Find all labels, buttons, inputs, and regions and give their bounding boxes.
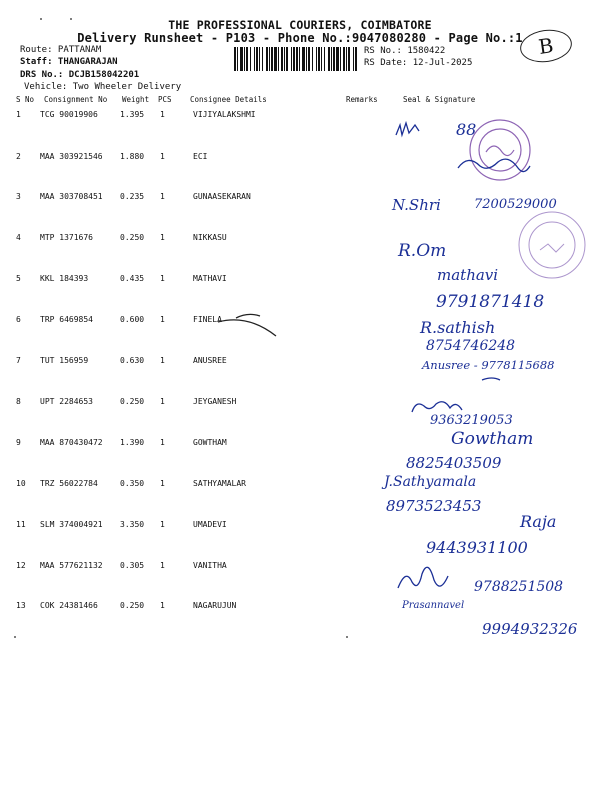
barcode-bar [343,47,345,71]
row-consignment: UPT 2284653 [40,397,93,406]
col-seal-signature: Seal & Signature [403,95,476,104]
row-sno: 1 [16,110,21,119]
row-consignee: GOWTHAM [193,438,227,447]
col-sno: S No [16,95,35,104]
staff-label: Staff: THANGARAJAN [20,57,118,67]
stray-dot [346,636,348,638]
barcode-bar [237,47,238,71]
handwritten-text: 8754746248 [426,338,516,354]
row-consignee: JEYGANESH [193,397,237,406]
col-consignment: Consignment No [44,95,108,104]
handwritten-text: 9791871418 [436,292,545,312]
barcode-bar [256,47,258,71]
drs-number: DRS No.: DCJB158042201 [20,70,140,80]
barcode-bar [266,47,268,71]
handwritten-text: Prasannavel [402,600,465,611]
row-consignee: UMADEVI [193,520,227,529]
row-weight: 0.305 [120,561,145,570]
row-consignment: MAA 303921546 [40,152,103,161]
row-weight: 1.880 [120,152,145,161]
handwritten-text: Anusree - 9778115688 [422,358,555,372]
row-pcs: 1 [160,152,165,161]
barcode-bar [296,47,298,71]
row-sno: 10 [16,479,26,488]
row-sno: 8 [16,397,21,406]
row-consignee: FINELA [193,315,222,324]
barcode-bar [353,47,354,71]
row-consignee: MATHAVI [193,274,227,283]
handwritten-text: Raja [520,512,557,531]
barcode-bar [306,47,307,71]
row-weight: 0.630 [120,356,145,365]
rs-date: RS Date: 12-Jul-2025 [364,58,473,68]
row-consignee: NAGARUJUN [193,601,237,610]
handwritten-text: 8825403509 [406,454,502,472]
barcode-bar [336,47,339,71]
row-consignee: GUNAASEKARAN [193,192,251,201]
row-consignment: MAA 870430472 [40,438,103,447]
col-weight: Weight [122,95,150,104]
route-label: Route: PATTANAM [20,45,102,55]
row-weight: 0.235 [120,192,145,201]
row-weight: 3.350 [120,520,145,529]
barcode-bar [324,47,325,71]
barcode-bar [284,47,285,71]
handwritten-text: R.Om [398,241,447,261]
row-weight: 0.250 [120,233,145,242]
row-pcs: 1 [160,397,165,406]
vehicle-label: Vehicle: Two Wheeler Delivery [24,82,182,92]
barcode-bar [328,47,330,71]
table-row [0,479,600,520]
barcode-bar [271,47,273,71]
handwritten-text: 9788251508 [474,579,564,595]
stray-dot [14,636,16,638]
row-pcs: 1 [160,233,165,242]
row-weight: 0.435 [120,274,145,283]
row-weight: 0.600 [120,315,145,324]
row-consignee: VIJIYALAKSHMI [193,110,256,119]
barcode-bar [355,47,357,71]
barcode-bar [293,47,295,71]
handwritten-text: J.Sathyamala [384,474,477,490]
runsheet-subtitle: Delivery Runsheet - P103 - Phone No.:9047080280 - Page No.:1 [77,31,523,45]
row-sno: 5 [16,274,21,283]
row-weight: 0.350 [120,479,145,488]
barcode-bar [259,47,260,71]
row-consignment: MTP 1371676 [40,233,93,242]
row-consignee: ANUSREE [193,356,227,365]
barcode-bar [278,47,279,71]
barcode-bar [250,47,251,71]
handwritten-text: 9363219053 [430,413,513,428]
barcode-bar [286,47,288,71]
stray-dot [70,18,72,20]
barcode-bar [302,47,305,71]
barcode-bar [281,47,283,71]
barcode-bar [274,47,277,71]
row-weight: 0.250 [120,601,145,610]
row-weight: 1.390 [120,438,145,447]
barcode-bar [291,47,292,71]
row-consignment: SLM 374004921 [40,520,103,529]
barcode-bar [321,47,322,71]
row-pcs: 1 [160,561,165,570]
handwritten-text: mathavi [437,266,499,284]
row-pcs: 1 [160,110,165,119]
row-consignment: MAA 577621132 [40,561,103,570]
barcode-icon [234,47,358,71]
row-weight: 1.395 [120,110,145,119]
row-consignee: SATHYAMALAR [193,479,246,488]
row-sno: 3 [16,192,21,201]
handwritten-text: Gowtham [451,429,534,449]
barcode-bar [299,47,300,71]
col-remarks: Remarks [346,95,378,104]
row-consignee: VANITHA [193,561,227,570]
handwritten-text: 88 [456,120,477,139]
row-pcs: 1 [160,438,165,447]
barcode-bar [316,47,317,71]
row-consignment: TRZ 56022784 [40,479,98,488]
barcode-bar [308,47,310,71]
row-pcs: 1 [160,274,165,283]
row-sno: 7 [16,356,21,365]
row-sno: 11 [16,520,26,529]
col-pcs: PCS [158,95,172,104]
row-sno: 6 [16,315,21,324]
barcode-bar [262,47,263,71]
handwritten-text: N.Shri [392,196,441,214]
row-consignment: KKL 184393 [40,274,89,283]
barcode-bar [244,47,245,71]
company-title: THE PROFESSIONAL COURIERS, COIMBATORE [168,18,432,32]
barcode-bar [346,47,347,71]
barcode-bar [254,47,255,71]
barcode-bar [331,47,332,71]
row-sno: 12 [16,561,26,570]
barcode-bar [348,47,350,71]
rs-number: RS No.: 1580422 [364,46,446,56]
row-consignee: ECI [193,152,208,161]
row-sno: 13 [16,601,26,610]
row-pcs: 1 [160,192,165,201]
row-weight: 0.250 [120,397,145,406]
row-consignee: NIKKASU [193,233,227,242]
table-row [0,233,600,274]
barcode-bar [269,47,270,71]
barcode-bar [318,47,320,71]
row-pcs: 1 [160,479,165,488]
row-consignment: TCG 90019906 [40,110,98,119]
row-consignment: TUT 156959 [40,356,89,365]
barcode-bar [246,47,248,71]
barcode-bar [340,47,341,71]
barcode-bar [234,47,236,71]
handwritten-text: 7200529000 [474,197,557,212]
row-sno: 2 [16,152,21,161]
row-sno: 4 [16,233,21,242]
row-pcs: 1 [160,356,165,365]
circle-mark: B [518,27,574,66]
row-pcs: 1 [160,601,165,610]
stray-dot [40,18,42,20]
table-row [0,110,600,151]
barcode-bar [333,47,335,71]
row-pcs: 1 [160,520,165,529]
row-consignment: TRP 6469854 [40,315,93,324]
table-row [0,152,600,193]
row-consignment: COK 24381466 [40,601,98,610]
col-consignee: Consignee Details [190,95,267,104]
handwritten-text: R.sathish [420,318,496,337]
row-sno: 9 [16,438,21,447]
handwritten-text: 9443931100 [426,538,528,557]
handwritten-text: 8973523453 [386,497,482,515]
barcode-bar [240,47,243,71]
row-pcs: 1 [160,315,165,324]
barcode-bar [312,47,313,71]
handwritten-text: 9994932326 [482,620,578,638]
row-consignment: MAA 303708451 [40,192,103,201]
